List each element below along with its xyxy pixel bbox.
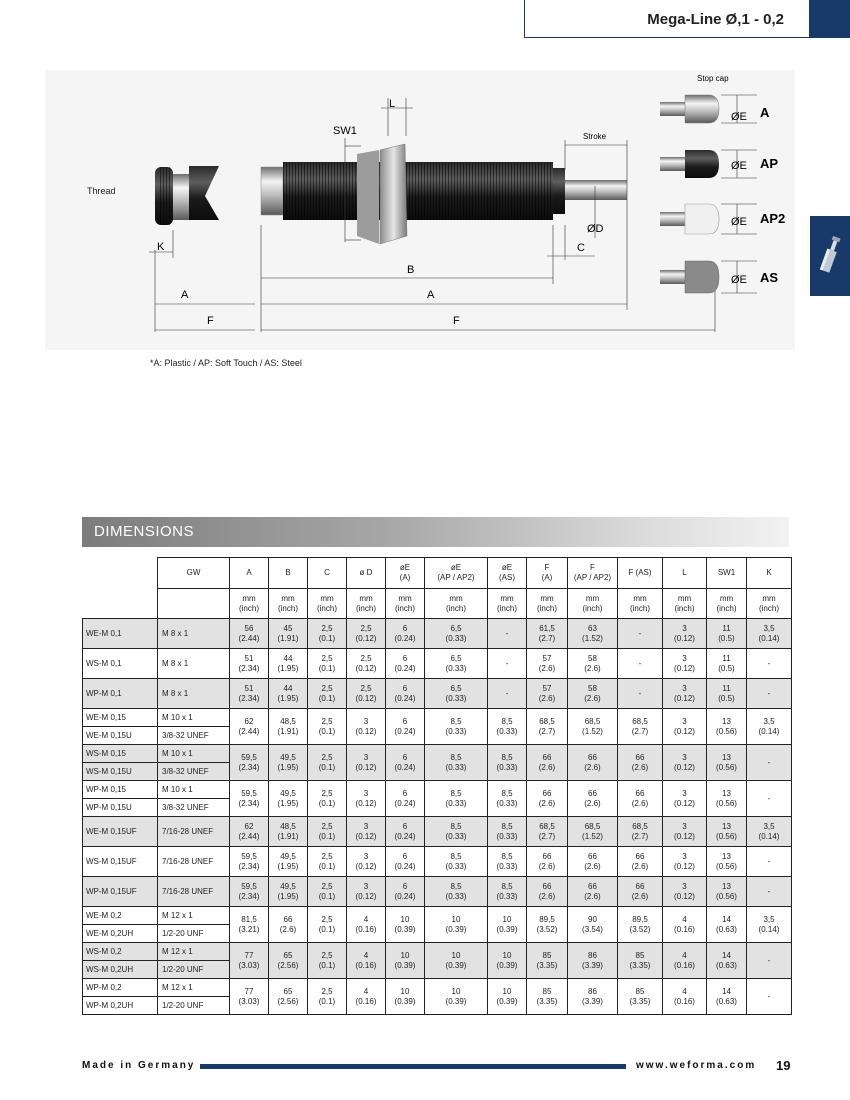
dimension-value: 44 (1.95) — [269, 679, 308, 709]
dimension-value: 3 (0.12) — [347, 745, 386, 781]
cap-as-diameter: ØE — [731, 274, 747, 286]
unit-cell: mm (inch) — [425, 589, 488, 619]
model-name: WP-M 0,2 — [83, 979, 158, 997]
material-footnote: *A: Plastic / AP: Soft Touch / AS: Steel — [150, 358, 302, 368]
dimension-value: 8,5 (0.33) — [488, 781, 527, 817]
column-header: K — [747, 558, 792, 589]
dimension-value: 2,5 (0.1) — [308, 781, 347, 817]
dimension-value: 65 (2.56) — [269, 979, 308, 1015]
table-row — [83, 709, 792, 727]
f-left-label: F — [207, 315, 214, 327]
thread-gw: 3/8-32 UNEF — [158, 763, 230, 781]
dimension-value: 2,5 (0.12) — [347, 679, 386, 709]
dimensions-title-bar — [82, 517, 789, 547]
dimension-value: 10 (0.39) — [386, 943, 425, 979]
thread-gw: M 10 x 1 — [158, 745, 230, 763]
dimension-value: 3 (0.12) — [663, 877, 707, 907]
unit-cell: mm (inch) — [663, 589, 707, 619]
table-row — [83, 943, 792, 961]
dimension-value: 14 (0.63) — [707, 943, 747, 979]
dimension-value: 6 (0.24) — [386, 679, 425, 709]
dimension-value: 6 (0.24) — [386, 709, 425, 745]
dimension-value: - — [747, 679, 792, 709]
thread-gw: 1/2-20 UNF — [158, 997, 230, 1015]
column-header: GW — [158, 558, 230, 589]
thread-gw: 7/16-28 UNEF — [158, 847, 230, 877]
header-accent-block — [810, 0, 850, 38]
dimension-value: 48,5 (1.91) — [269, 817, 308, 847]
dimension-value: 85 (3.35) — [527, 979, 568, 1015]
gw-units-blank — [158, 589, 230, 619]
f-label: F — [453, 315, 460, 327]
dimension-value: 3,5 (0.14) — [747, 619, 792, 649]
dimension-value: 86 (3.39) — [568, 979, 618, 1015]
table-row — [83, 781, 792, 799]
dimension-value: 62 (2.44) — [230, 817, 269, 847]
l-label: L — [389, 98, 396, 110]
unit-cell: mm (inch) — [386, 589, 425, 619]
dimension-value: 8,5 (0.33) — [425, 817, 488, 847]
dimension-value: 13 (0.56) — [707, 709, 747, 745]
dimension-value: 10 (0.39) — [386, 979, 425, 1015]
dimension-value: 66 (2.6) — [618, 847, 663, 877]
table-head — [83, 558, 792, 619]
column-header: F (AS) — [618, 558, 663, 589]
model-name: WP-M 0,1 — [83, 679, 158, 709]
dimension-value: 81,5 (3.21) — [230, 907, 269, 943]
dimension-value: 57 (2.6) — [527, 679, 568, 709]
dimension-value: - — [488, 649, 527, 679]
dimension-value: 58 (2.6) — [568, 679, 618, 709]
dimension-value: 6 (0.24) — [386, 649, 425, 679]
dimension-value: 66 (2.6) — [568, 877, 618, 907]
dimension-value: 2,5 (0.1) — [308, 619, 347, 649]
unit-cell: mm (inch) — [488, 589, 527, 619]
unit-cell: mm (inch) — [527, 589, 568, 619]
dimension-value: 51 (2.34) — [230, 679, 269, 709]
thread-gw: M 8 x 1 — [158, 619, 230, 649]
model-name: WP-M 0,15UF — [83, 877, 158, 907]
cap-a-name: A — [760, 105, 770, 120]
table-row — [83, 649, 792, 679]
column-header: øE (AS) — [488, 558, 527, 589]
dimension-value: 6 (0.24) — [386, 745, 425, 781]
dimension-value: - — [618, 649, 663, 679]
table-row — [83, 619, 792, 649]
dimension-value: - — [618, 619, 663, 649]
column-header: SW1 — [707, 558, 747, 589]
model-name: WE-M 0,2UH — [83, 925, 158, 943]
dimension-value: 6 (0.24) — [386, 817, 425, 847]
model-name: WS-M 0,2UH — [83, 961, 158, 979]
model-name: WS-M 0,2 — [83, 943, 158, 961]
dimension-value: 4 (0.16) — [663, 907, 707, 943]
thread-gw: 3/8-32 UNEF — [158, 799, 230, 817]
dimension-value: 66 (2.6) — [269, 907, 308, 943]
dimension-value: 8,5 (0.33) — [488, 745, 527, 781]
dimension-value: 11 (0.5) — [707, 649, 747, 679]
dimension-value: 48,5 (1.91) — [269, 709, 308, 745]
dimension-value: 2,5 (0.1) — [308, 745, 347, 781]
dimension-value: 66 (2.6) — [568, 781, 618, 817]
dimension-value: - — [747, 847, 792, 877]
dimension-value: 3 (0.12) — [347, 709, 386, 745]
dimension-value: 85 (3.35) — [618, 943, 663, 979]
dimension-value: 10 (0.39) — [425, 979, 488, 1015]
dimension-value: 58 (2.6) — [568, 649, 618, 679]
dimension-value: 59,5 (2.34) — [230, 781, 269, 817]
cap-ap2-name: AP2 — [760, 211, 786, 226]
dimension-value: 66 (2.6) — [618, 781, 663, 817]
dimension-value: 63 (1.52) — [568, 619, 618, 649]
thread-gw: M 12 x 1 — [158, 979, 230, 997]
dimension-value: 90 (3.54) — [568, 907, 618, 943]
model-name: WS-M 0,15UF — [83, 847, 158, 877]
thread-gw: 1/2-20 UNF — [158, 925, 230, 943]
shock-absorber-icon — [810, 216, 850, 296]
table-body — [83, 619, 792, 1015]
dimension-value: 4 (0.16) — [347, 907, 386, 943]
thread-gw: 7/16-28 UNEF — [158, 877, 230, 907]
column-header: L — [663, 558, 707, 589]
thread-gw: M 12 x 1 — [158, 907, 230, 925]
dimension-value: 68,5 (1.52) — [568, 817, 618, 847]
dimension-value: 10 (0.39) — [386, 907, 425, 943]
dimension-value: 61,5 (2.7) — [527, 619, 568, 649]
table-row — [83, 907, 792, 925]
table-row — [83, 847, 792, 877]
column-header: F (A) — [527, 558, 568, 589]
dimension-value: 3 (0.12) — [663, 619, 707, 649]
dimension-value: 2,5 (0.1) — [308, 943, 347, 979]
dimension-value: - — [747, 943, 792, 979]
dimension-value: 3 (0.12) — [663, 817, 707, 847]
dimension-value: 4 (0.16) — [347, 979, 386, 1015]
dimension-value: 57 (2.6) — [527, 649, 568, 679]
dimension-value: 68,5 (1.52) — [568, 709, 618, 745]
dimension-value: 10 (0.39) — [425, 907, 488, 943]
dimension-value: 6,5 (0.33) — [425, 679, 488, 709]
thread-gw: M 8 x 1 — [158, 649, 230, 679]
unit-cell: mm (inch) — [230, 589, 269, 619]
dimension-value: 11 (0.5) — [707, 679, 747, 709]
dimension-value: - — [747, 979, 792, 1015]
thread-gw: M 12 x 1 — [158, 943, 230, 961]
dimension-value: 85 (3.35) — [527, 943, 568, 979]
dimension-value: 45 (1.91) — [269, 619, 308, 649]
dimension-value: 62 (2.44) — [230, 709, 269, 745]
dimension-value: 59,5 (2.34) — [230, 847, 269, 877]
dimension-value: 6 (0.24) — [386, 847, 425, 877]
model-name: WE-M 0,2 — [83, 907, 158, 925]
model-name: WS-M 0,1 — [83, 649, 158, 679]
cap-a-diameter: ØE — [731, 111, 747, 123]
cap-ap-name: AP — [760, 156, 779, 171]
unit-cell: mm (inch) — [347, 589, 386, 619]
dimension-value: 8,5 (0.33) — [488, 877, 527, 907]
table-row — [83, 745, 792, 763]
d-label: ØD — [587, 223, 604, 235]
dimension-value: 65 (2.56) — [269, 943, 308, 979]
dimension-value: 66 (2.6) — [568, 745, 618, 781]
dimension-value: 59,5 (2.34) — [230, 745, 269, 781]
header-row — [83, 558, 792, 589]
model-name: WE-M 0,15 — [83, 709, 158, 727]
model-name: WS-M 0,15U — [83, 763, 158, 781]
dimension-value: 14 (0.63) — [707, 907, 747, 943]
dimension-value: 8,5 (0.33) — [488, 817, 527, 847]
dimension-value: - — [747, 649, 792, 679]
dimension-value: 3 (0.12) — [663, 781, 707, 817]
model-name: WP-M 0,2UH — [83, 997, 158, 1015]
dimension-value: 11 (0.5) — [707, 619, 747, 649]
dimension-value: 68,5 (2.7) — [618, 817, 663, 847]
dimension-value: 3,5 (0.14) — [747, 907, 792, 943]
page-number: 19 — [776, 1058, 791, 1073]
dimension-value: 89,5 (3.52) — [527, 907, 568, 943]
dimension-value: 66 (2.6) — [527, 781, 568, 817]
dimension-value: - — [747, 781, 792, 817]
dimension-value: 3 (0.12) — [347, 817, 386, 847]
dimension-value: 10 (0.39) — [425, 943, 488, 979]
units-row — [83, 589, 792, 619]
made-in-germany: Made in Germany — [82, 1060, 196, 1071]
unit-cell: mm (inch) — [747, 589, 792, 619]
dimension-value: - — [618, 679, 663, 709]
dimension-value: 86 (3.39) — [568, 943, 618, 979]
dimension-value: 6 (0.24) — [386, 877, 425, 907]
thread-label: Thread — [87, 186, 116, 196]
dimension-value: 56 (2.44) — [230, 619, 269, 649]
dimension-value: 3,5 (0.14) — [747, 709, 792, 745]
dimension-value: 49,5 (1.95) — [269, 877, 308, 907]
table-row — [83, 679, 792, 709]
unit-cell: mm (inch) — [618, 589, 663, 619]
dimension-value: 10 (0.39) — [488, 979, 527, 1015]
model-name: WE-M 0,15UF — [83, 817, 158, 847]
dimension-value: 13 (0.56) — [707, 877, 747, 907]
stop-cap-label: Stop cap — [697, 74, 729, 83]
dimension-value: 2,5 (0.1) — [308, 847, 347, 877]
dimension-value: 8,5 (0.33) — [488, 847, 527, 877]
dimension-value: 8,5 (0.33) — [425, 877, 488, 907]
column-header: A — [230, 558, 269, 589]
dimension-value: 14 (0.63) — [707, 979, 747, 1015]
k-label: K — [157, 241, 165, 253]
dimension-value: 8,5 (0.33) — [425, 781, 488, 817]
dimension-value: 13 (0.56) — [707, 847, 747, 877]
dimension-value: 3 (0.12) — [663, 709, 707, 745]
dimension-value: 3 (0.12) — [663, 679, 707, 709]
dimension-value: 13 (0.56) — [707, 745, 747, 781]
dimension-value: 8,5 (0.33) — [425, 709, 488, 745]
dimension-value: - — [488, 619, 527, 649]
dimension-value: 6,5 (0.33) — [425, 619, 488, 649]
unit-cell: mm (inch) — [308, 589, 347, 619]
table-row — [83, 877, 792, 907]
model-name: WE-M 0,1 — [83, 619, 158, 649]
dimension-value: 49,5 (1.95) — [269, 781, 308, 817]
dimension-value: - — [488, 679, 527, 709]
dimension-value: 68,5 (2.7) — [618, 709, 663, 745]
column-header: ø D — [347, 558, 386, 589]
dimension-value: 77 (3.03) — [230, 943, 269, 979]
dimension-value: 3,5 (0.14) — [747, 817, 792, 847]
dimension-value: 59,5 (2.34) — [230, 877, 269, 907]
dimension-value: 3 (0.12) — [347, 877, 386, 907]
dimension-value: 77 (3.03) — [230, 979, 269, 1015]
thread-gw: 3/8-32 UNEF — [158, 727, 230, 745]
thread-gw: M 10 x 1 — [158, 781, 230, 799]
page-title: Mega-Line Ø,1 - 0,2 — [647, 11, 784, 28]
column-header: øE (A) — [386, 558, 425, 589]
dimension-value: 66 (2.6) — [568, 847, 618, 877]
dimension-value: 2,5 (0.12) — [347, 649, 386, 679]
dimension-value: - — [747, 745, 792, 781]
dimension-value: 6,5 (0.33) — [425, 649, 488, 679]
column-header: F (AP / AP2) — [568, 558, 618, 589]
dimension-value: 51 (2.34) — [230, 649, 269, 679]
column-header: øE (AP / AP2) — [425, 558, 488, 589]
dimension-value: 10 (0.39) — [488, 907, 527, 943]
dimension-value: 66 (2.6) — [618, 745, 663, 781]
model-name: WS-M 0,15 — [83, 745, 158, 763]
dimension-value: 2,5 (0.1) — [308, 817, 347, 847]
b-label: B — [407, 264, 415, 276]
side-tab — [810, 216, 850, 296]
dimension-value: 2,5 (0.1) — [308, 907, 347, 943]
dimension-value: 3 (0.12) — [663, 847, 707, 877]
dimension-value: 4 (0.16) — [347, 943, 386, 979]
a-label: A — [427, 289, 435, 301]
unit-cell: mm (inch) — [269, 589, 308, 619]
dimension-value: 2,5 (0.1) — [308, 709, 347, 745]
dimension-value: 89,5 (3.52) — [618, 907, 663, 943]
dimension-value: 4 (0.16) — [663, 979, 707, 1015]
dimension-value: 85 (3.35) — [618, 979, 663, 1015]
model-name: WP-M 0,15 — [83, 781, 158, 799]
dimension-value: 10 (0.39) — [488, 943, 527, 979]
dimension-value: 49,5 (1.95) — [269, 745, 308, 781]
a-left-label: A — [181, 289, 189, 301]
dimension-value: 66 (2.6) — [618, 877, 663, 907]
unit-cell: mm (inch) — [707, 589, 747, 619]
dimension-value: 2,5 (0.1) — [308, 649, 347, 679]
stroke-label: Stroke — [583, 132, 607, 141]
dimension-value: 68,5 (2.7) — [527, 817, 568, 847]
dimension-value: 66 (2.6) — [527, 847, 568, 877]
c-label: C — [577, 242, 585, 254]
model-name: WP-M 0,15U — [83, 799, 158, 817]
model-name: WE-M 0,15U — [83, 727, 158, 745]
dimension-value: 6 (0.24) — [386, 619, 425, 649]
dimension-value: 6 (0.24) — [386, 781, 425, 817]
column-header: B — [269, 558, 308, 589]
cap-ap-diameter: ØE — [731, 160, 747, 172]
dimension-value: 2,5 (0.12) — [347, 619, 386, 649]
dimension-value: 8,5 (0.33) — [488, 709, 527, 745]
dimension-value: 44 (1.95) — [269, 649, 308, 679]
table-row — [83, 817, 792, 847]
technical-drawing — [45, 70, 795, 350]
dimension-value: 68,5 (2.7) — [527, 709, 568, 745]
thread-gw: M 8 x 1 — [158, 679, 230, 709]
dimension-value: 49,5 (1.95) — [269, 847, 308, 877]
column-header: C — [308, 558, 347, 589]
dimension-value: 4 (0.16) — [663, 943, 707, 979]
dimensions-title: DIMENSIONS — [94, 523, 195, 540]
dimension-value: 8,5 (0.33) — [425, 745, 488, 781]
dimension-value: 3 (0.12) — [663, 649, 707, 679]
dimension-value: 8,5 (0.33) — [425, 847, 488, 877]
dimension-value: 66 (2.6) — [527, 745, 568, 781]
dimension-value: 3 (0.12) — [663, 745, 707, 781]
cap-as-name: AS — [760, 270, 779, 285]
footer-divider — [200, 1064, 626, 1069]
dimensions-table — [82, 557, 792, 1015]
dimension-value: 2,5 (0.1) — [308, 979, 347, 1015]
thread-gw: M 10 x 1 — [158, 709, 230, 727]
dimension-value: 2,5 (0.1) — [308, 679, 347, 709]
thread-gw: 1/2-20 UNF — [158, 961, 230, 979]
table-row — [83, 979, 792, 997]
dimension-value: 3 (0.12) — [347, 847, 386, 877]
unit-cell: mm (inch) — [568, 589, 618, 619]
dimension-value: 13 (0.56) — [707, 817, 747, 847]
dimension-value: 2,5 (0.1) — [308, 877, 347, 907]
dimension-value: 13 (0.56) — [707, 781, 747, 817]
cap-ap2-diameter: ØE — [731, 216, 747, 228]
corner-blank — [83, 558, 158, 619]
dimension-value: - — [747, 877, 792, 907]
dimension-value: 3 (0.12) — [347, 781, 386, 817]
dimension-value: 66 (2.6) — [527, 877, 568, 907]
sw1-label: SW1 — [333, 125, 357, 137]
thread-gw: 7/16-28 UNEF — [158, 817, 230, 847]
website-link[interactable]: www.weforma.com — [636, 1060, 757, 1071]
